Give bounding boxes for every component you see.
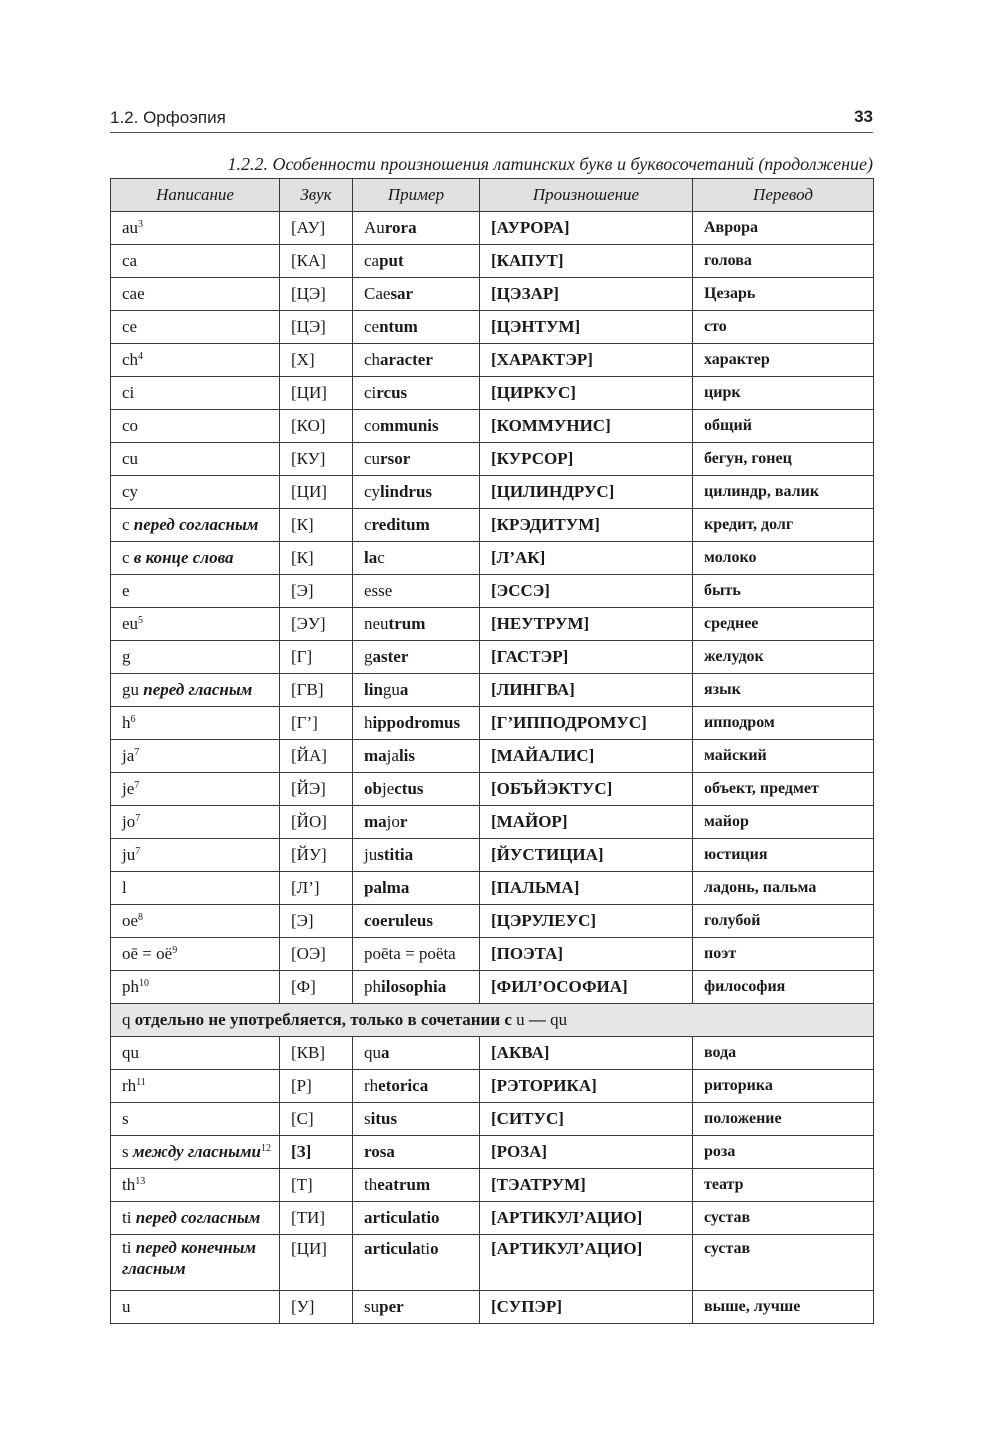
spelling-cell: gu перед гласным [111, 674, 280, 707]
example-cell: articulatio [353, 1202, 480, 1235]
table-row [111, 773, 874, 806]
translation-cell: риторика [693, 1070, 874, 1103]
translation-cell: голова [693, 245, 874, 278]
sound-cell: [Г’] [280, 707, 353, 740]
table-row [111, 1291, 874, 1324]
example-cell: poēta = poëta [353, 938, 480, 971]
table-row [111, 1070, 874, 1103]
translation-cell: философия [693, 971, 874, 1004]
pronunciation-cell: [Г’ИППОДРОМУС] [480, 707, 693, 740]
example-cell: articulatio [353, 1235, 480, 1291]
example-cell: rhetorica [353, 1070, 480, 1103]
sound-cell: [Ф] [280, 971, 353, 1004]
spelling-cell: ti перед конечным гласным [111, 1235, 280, 1291]
example-cell: gaster [353, 641, 480, 674]
spelling-cell: $ja^7$ [111, 740, 280, 773]
table-row [111, 839, 874, 872]
example-cell: communis [353, 410, 480, 443]
pronunciation-cell: [РОЗА] [480, 1136, 693, 1169]
table-row [111, 1037, 874, 1070]
sound-cell: [Л’] [280, 872, 353, 905]
pronunciation-cell: [КУРСОР] [480, 443, 693, 476]
spelling-cell: $je^7$ [111, 773, 280, 806]
sound-cell: [ЭУ] [280, 608, 353, 641]
col-header-sound: Звук [280, 179, 353, 212]
merged-note-cell: q отдельно не употребляется, только в сочетании с u — qu [111, 1004, 874, 1037]
sound-cell: [У] [280, 1291, 353, 1324]
spelling-cell: $ch^4$ [111, 344, 280, 377]
translation-cell: желудок [693, 641, 874, 674]
pronunciation-cell: [НЕУТРУМ] [480, 608, 693, 641]
sound-cell: [З] [280, 1136, 353, 1169]
spelling-cell: c в конце слова [111, 542, 280, 575]
table-row [111, 1169, 874, 1202]
spelling-cell: ti перед согласным [111, 1202, 280, 1235]
pronunciation-cell: [АРТИКУЛ’АЦИО] [480, 1235, 693, 1291]
sound-cell: [Т] [280, 1169, 353, 1202]
table-row [111, 707, 874, 740]
pronunciation-cell: [КРЭДИТУМ] [480, 509, 693, 542]
example-cell: Aurora [353, 212, 480, 245]
spelling-cell: cae [111, 278, 280, 311]
sound-cell: [КА] [280, 245, 353, 278]
translation-cell: голубой [693, 905, 874, 938]
table-body [111, 212, 874, 1324]
translation-cell: положение [693, 1103, 874, 1136]
translation-cell: молоко [693, 542, 874, 575]
example-cell: cylindrus [353, 476, 480, 509]
sound-cell: [ТИ] [280, 1202, 353, 1235]
translation-cell: общий [693, 410, 874, 443]
page-number: 33 [854, 107, 873, 126]
spelling-cell: $rh^{11}$ [111, 1070, 280, 1103]
sound-cell: [ЙО] [280, 806, 353, 839]
table-row [111, 1103, 874, 1136]
sound-cell: [ЦИ] [280, 476, 353, 509]
spelling-cell: $au^3$ [111, 212, 280, 245]
spelling-cell: e [111, 575, 280, 608]
sound-cell: [Р] [280, 1070, 353, 1103]
sound-cell: [С] [280, 1103, 353, 1136]
sound-cell: [ЦЭ] [280, 311, 353, 344]
spelling-cell: c перед согласным [111, 509, 280, 542]
spelling-cell: ce [111, 311, 280, 344]
spelling-cell: $th^{13}$ [111, 1169, 280, 1202]
sound-cell: [К] [280, 542, 353, 575]
pronunciation-cell: [ЙУСТИЦИА] [480, 839, 693, 872]
table-row [111, 740, 874, 773]
running-head [110, 104, 873, 133]
sound-cell: [ЦЭ] [280, 278, 353, 311]
table-header-row [111, 179, 874, 212]
table-row [111, 872, 874, 905]
sound-cell: [ЙУ] [280, 839, 353, 872]
translation-cell: язык [693, 674, 874, 707]
sound-cell: [АУ] [280, 212, 353, 245]
table-row [111, 476, 874, 509]
table-row [111, 245, 874, 278]
table-row [111, 641, 874, 674]
table-row [111, 608, 874, 641]
example-cell: theatrum [353, 1169, 480, 1202]
translation-cell: среднее [693, 608, 874, 641]
table-row [111, 1202, 874, 1235]
pronunciation-cell: [ПАЛЬМА] [480, 872, 693, 905]
translation-cell: ладонь, пальма [693, 872, 874, 905]
example-cell: creditum [353, 509, 480, 542]
translation-cell: вода [693, 1037, 874, 1070]
spelling-cell: $jo^7$ [111, 806, 280, 839]
spelling-cell: $eu^5$ [111, 608, 280, 641]
example-cell: rosa [353, 1136, 480, 1169]
spelling-cell: s [111, 1103, 280, 1136]
spelling-cell: co [111, 410, 280, 443]
pronunciation-cell: [ЦИРКУС] [480, 377, 693, 410]
example-cell: major [353, 806, 480, 839]
example-cell: palma [353, 872, 480, 905]
table-row [111, 575, 874, 608]
translation-cell: роза [693, 1136, 874, 1169]
table-row [111, 509, 874, 542]
translation-cell: Аврора [693, 212, 874, 245]
pronunciation-cell: [АУРОРА] [480, 212, 693, 245]
pronunciation-cell: [ХАРАКТЭР] [480, 344, 693, 377]
example-cell: qua [353, 1037, 480, 1070]
translation-cell: майский [693, 740, 874, 773]
example-cell: circus [353, 377, 480, 410]
spelling-cell: $h^6$ [111, 707, 280, 740]
spelling-cell: qu [111, 1037, 280, 1070]
example-cell: caput [353, 245, 480, 278]
pronunciation-cell: [ПОЭТА] [480, 938, 693, 971]
translation-cell: цирк [693, 377, 874, 410]
translation-cell: сустав [693, 1202, 874, 1235]
example-cell: cursor [353, 443, 480, 476]
pronunciation-cell: [ЦЭНТУМ] [480, 311, 693, 344]
section-title: 1.2. Орфоэпия [110, 108, 226, 127]
spelling-cell: oē = $oë^9$ [111, 938, 280, 971]
translation-cell: майор [693, 806, 874, 839]
example-cell: situs [353, 1103, 480, 1136]
sound-cell: [ЙА] [280, 740, 353, 773]
translation-cell: объект, предмет [693, 773, 874, 806]
pronunciation-cell: [РЭТОРИКА] [480, 1070, 693, 1103]
spelling-cell: l [111, 872, 280, 905]
example-cell: Caesar [353, 278, 480, 311]
translation-cell: Цезарь [693, 278, 874, 311]
example-cell: lac [353, 542, 480, 575]
table-row [111, 674, 874, 707]
spelling-cell: g [111, 641, 280, 674]
table-row [111, 806, 874, 839]
col-header-spelling: Написание [111, 179, 280, 212]
table-caption: 1.2.2. Особенности произношения латинских букв и буквосочетаний (продолжение) [227, 154, 873, 174]
pronunciation-cell: [СИТУС] [480, 1103, 693, 1136]
sound-cell: [КУ] [280, 443, 353, 476]
spelling-cell: ca [111, 245, 280, 278]
spelling-cell: $ju^7$ [111, 839, 280, 872]
pronunciation-cell: [ЛИНГВА] [480, 674, 693, 707]
translation-cell: кредит, долг [693, 509, 874, 542]
table-row [111, 410, 874, 443]
sound-cell: [ГВ] [280, 674, 353, 707]
pronunciation-cell: [КОММУНИС] [480, 410, 693, 443]
spelling-cell: u [111, 1291, 280, 1324]
translation-cell: театр [693, 1169, 874, 1202]
translation-cell: юстиция [693, 839, 874, 872]
table-row [111, 278, 874, 311]
translation-cell: сустав [693, 1235, 874, 1291]
table-row [111, 443, 874, 476]
pronunciation-table [110, 178, 874, 1324]
pronunciation-cell: [АКВА] [480, 1037, 693, 1070]
pronunciation-cell: [ТЭАТРУМ] [480, 1169, 693, 1202]
pronunciation-cell: [КАПУТ] [480, 245, 693, 278]
spelling-cell: cy [111, 476, 280, 509]
example-cell: hippodromus [353, 707, 480, 740]
pronunciation-cell: [МАЙОР] [480, 806, 693, 839]
spelling-cell: s между гласными$^{12}$ [111, 1136, 280, 1169]
example-cell: super [353, 1291, 480, 1324]
pronunciation-cell: [СУПЭР] [480, 1291, 693, 1324]
translation-cell: цилиндр, валик [693, 476, 874, 509]
pronunciation-cell: [АРТИКУЛ’АЦИО] [480, 1202, 693, 1235]
sound-cell: [Э] [280, 575, 353, 608]
translation-cell: характер [693, 344, 874, 377]
translation-cell: выше, лучше [693, 1291, 874, 1324]
table-row [111, 1004, 874, 1037]
pronunciation-cell: [ЦЭЗАР] [480, 278, 693, 311]
pronunciation-cell: [ОБЪЙЭКТУС] [480, 773, 693, 806]
example-cell: lingua [353, 674, 480, 707]
spelling-cell: cu [111, 443, 280, 476]
pronunciation-cell: [МАЙАЛИС] [480, 740, 693, 773]
example-cell: coeruleus [353, 905, 480, 938]
sound-cell: [ОЭ] [280, 938, 353, 971]
translation-cell: быть [693, 575, 874, 608]
translation-cell: сто [693, 311, 874, 344]
col-header-translation: Перевод [693, 179, 874, 212]
table-row [111, 344, 874, 377]
spelling-cell: $ph^{10}$ [111, 971, 280, 1004]
table-row [111, 542, 874, 575]
pronunciation-cell: [Л’АК] [480, 542, 693, 575]
table-row [111, 311, 874, 344]
table-row [111, 1235, 874, 1291]
example-cell: esse [353, 575, 480, 608]
example-cell: character [353, 344, 480, 377]
sound-cell: [ЦИ] [280, 377, 353, 410]
table-row [111, 938, 874, 971]
pronunciation-cell: [ФИЛ’ОСОФИА] [480, 971, 693, 1004]
pronunciation-cell: [ЦИЛИНДРУС] [480, 476, 693, 509]
spelling-cell: $oe^8$ [111, 905, 280, 938]
pronunciation-cell: [ЭССЭ] [480, 575, 693, 608]
sound-cell: [К] [280, 509, 353, 542]
sound-cell: [ЙЭ] [280, 773, 353, 806]
col-header-pronunciation: Произношение [480, 179, 693, 212]
col-header-example: Пример [353, 179, 480, 212]
sound-cell: [Э] [280, 905, 353, 938]
pronunciation-cell: [ГАСТЭР] [480, 641, 693, 674]
example-cell: objectus [353, 773, 480, 806]
sound-cell: [ЦИ] [280, 1235, 353, 1291]
example-cell: philosophia [353, 971, 480, 1004]
table-row [111, 377, 874, 410]
example-cell: justitia [353, 839, 480, 872]
table-row [111, 905, 874, 938]
table-row [111, 212, 874, 245]
sound-cell: [КО] [280, 410, 353, 443]
example-cell: centum [353, 311, 480, 344]
translation-cell: ипподром [693, 707, 874, 740]
spelling-cell: ci [111, 377, 280, 410]
sound-cell: [КВ] [280, 1037, 353, 1070]
translation-cell: поэт [693, 938, 874, 971]
translation-cell: бегун, гонец [693, 443, 874, 476]
example-cell: neutrum [353, 608, 480, 641]
example-cell: majalis [353, 740, 480, 773]
sound-cell: [Х] [280, 344, 353, 377]
table-row [111, 971, 874, 1004]
pronunciation-cell: [ЦЭРУЛЕУС] [480, 905, 693, 938]
table-row [111, 1136, 874, 1169]
sound-cell: [Г] [280, 641, 353, 674]
